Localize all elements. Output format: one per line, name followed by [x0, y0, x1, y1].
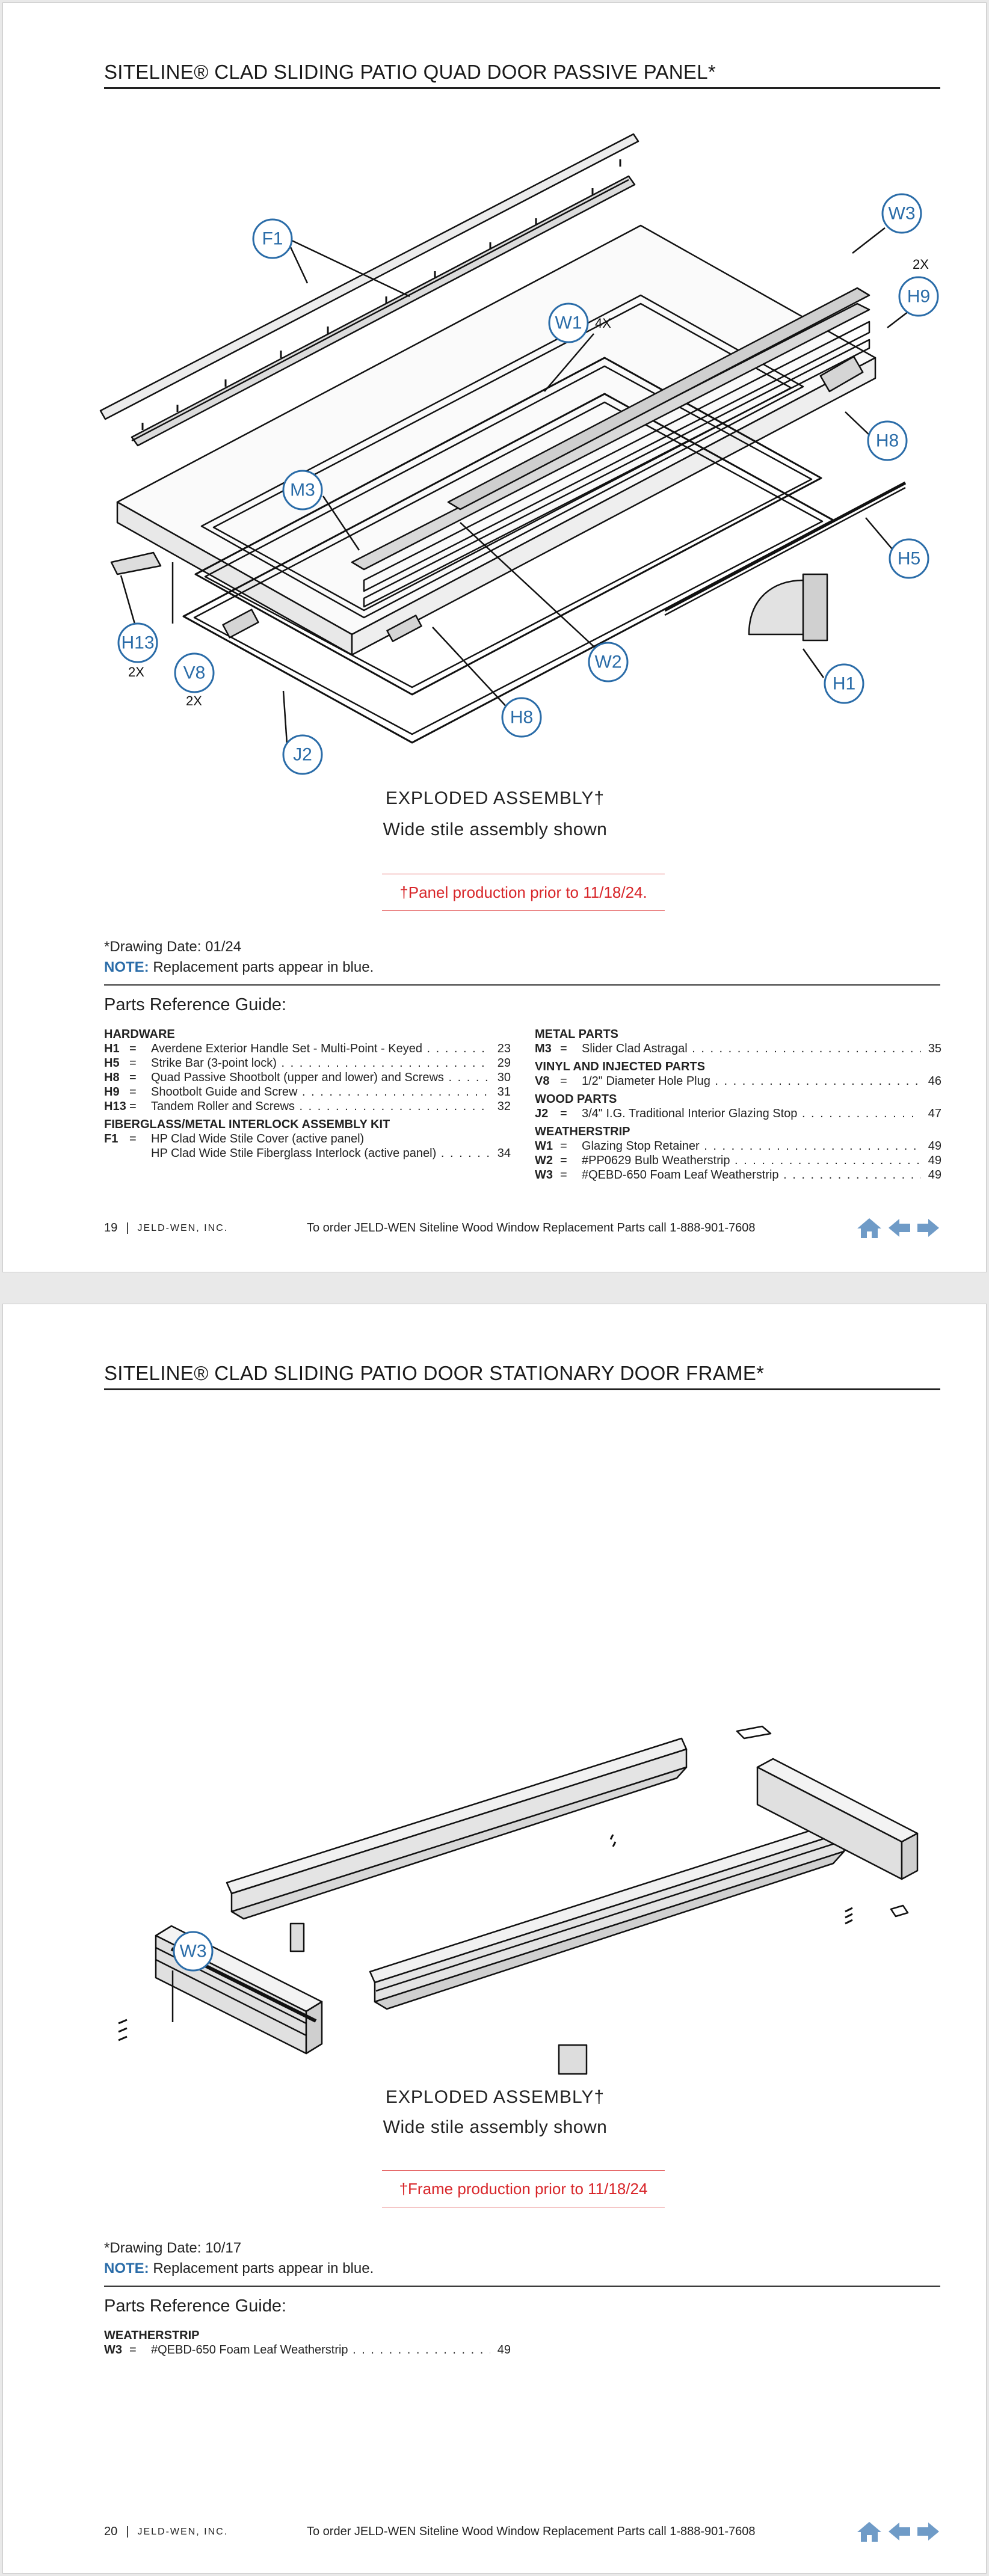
page-number: 20 [104, 2525, 118, 2538]
parts-guide-title: Parts Reference Guide: [104, 995, 287, 1014]
parts-row [104, 1071, 511, 1085]
parts-group-heading: FIBERGLASS/METAL INTERLOCK ASSEMBLY KIT [104, 1118, 390, 1131]
callout-h5 [890, 539, 928, 578]
callout-h13 [119, 624, 157, 662]
part-description: #QEBD-650 Foam Leaf Weatherstrip . . . [151, 2343, 490, 2357]
parts-row [535, 1154, 941, 1168]
drawing-date: *Drawing Date: 10/17 [104, 2240, 242, 2256]
part-description: #PP0629 Bulb Weatherstrip . . . [582, 1154, 921, 1168]
parts-row [104, 1042, 511, 1056]
part-page-number: 49 [497, 2343, 511, 2357]
parts-row [104, 1100, 511, 1114]
diagram-subcaption: Wide stile assembly shown [383, 2117, 608, 2137]
production-note: †Panel production prior to 11/18/24. [382, 874, 665, 911]
part-description: Glazing Stop Retainer . . . [582, 1139, 921, 1153]
section-rule [104, 2286, 940, 2287]
catalog-page-19 [2, 2, 987, 1272]
replacement-note [104, 959, 374, 976]
svg-text:H1: H1 [832, 673, 856, 694]
diagram-caption: EXPLODED ASSEMBLY† [385, 2087, 605, 2107]
equals-sign: = [560, 1107, 567, 1120]
part-page-number: 29 [497, 1056, 511, 1070]
part-code: J2 [535, 1107, 549, 1120]
equals-sign: = [560, 1075, 567, 1088]
page-title: SITELINE® CLAD SLIDING PATIO QUAD DOOR PASSIVE PANEL* [104, 61, 716, 83]
part-code: H8 [104, 1071, 120, 1084]
parts-list-left [104, 2325, 511, 2358]
section-rule [104, 984, 940, 986]
part-code: W1 [535, 1139, 553, 1153]
part-description: #QEBD-650 Foam Leaf Weatherstrip . . . [582, 1168, 921, 1182]
callout-w1 [549, 304, 588, 342]
svg-text:W3: W3 [179, 1941, 207, 1961]
arrow-left-icon[interactable] [887, 1216, 911, 1239]
part-description: Averdene Exterior Handle Set - Multi-Point - Keyed . . . [151, 1042, 490, 1056]
part-description: Shootbolt Guide and Screw . . . [151, 1085, 490, 1099]
note-label: NOTE: [104, 2260, 149, 2277]
equals-sign: = [129, 1056, 137, 1070]
part-code: W3 [535, 1168, 553, 1182]
svg-text:H5: H5 [897, 548, 921, 569]
part-code: V8 [535, 1075, 550, 1088]
equals-sign: = [129, 1071, 137, 1084]
note-text: Replacement parts appear in blue. [149, 2260, 374, 2277]
part-code: F1 [104, 1132, 119, 1145]
nav-buttons [856, 1216, 940, 1239]
parts-row [104, 1147, 511, 1161]
qty-h13: 2X [128, 664, 144, 679]
arrow-right-icon[interactable] [916, 1216, 940, 1239]
parts-row [535, 1107, 941, 1121]
part-page-number: 49 [928, 1154, 941, 1167]
drawing-date: *Drawing Date: 01/24 [104, 939, 242, 955]
home-icon[interactable] [856, 1216, 883, 1239]
equals-sign: = [129, 2343, 137, 2357]
callout-h8 [868, 422, 907, 460]
svg-text:H13: H13 [121, 633, 155, 653]
part-description: HP Clad Wide Stile Fiberglass Interlock (active panel) . . . [104, 1147, 490, 1161]
equals-sign: = [129, 1042, 137, 1055]
arrow-left-icon[interactable] [887, 2520, 911, 2543]
order-info: To order JELD-WEN Siteline Wood Window Replacement Parts call 1-888-901-7608 [307, 1221, 756, 1234]
diagram-subcaption: Wide stile assembly shown [383, 820, 608, 839]
svg-text:W1: W1 [555, 313, 582, 333]
equals-sign: = [560, 1042, 567, 1055]
parts-group-heading: METAL PARTS [535, 1028, 618, 1041]
page-footer [104, 2525, 756, 2539]
note-label: NOTE: [104, 959, 149, 975]
svg-text:W3: W3 [888, 203, 916, 224]
parts-list-right [535, 1024, 941, 1183]
part-description: Tandem Roller and Screws . . . [151, 1100, 490, 1114]
exploded-frame-diagram [3, 1406, 987, 2080]
callout-j2 [283, 735, 322, 774]
parts-group-heading: WEATHERSTRIP [104, 2329, 200, 2342]
part-description: 3/4" I.G. Traditional Interior Glazing Stop . . . [582, 1107, 921, 1121]
part-page-number: 49 [928, 1139, 941, 1153]
order-info: To order JELD-WEN Siteline Wood Window Replacement Parts call 1-888-901-7608 [307, 2525, 756, 2538]
part-code: H1 [104, 1042, 120, 1055]
qty-w1: 4X [595, 316, 611, 331]
part-code: W3 [104, 2343, 122, 2357]
equals-sign: = [129, 1100, 137, 1113]
part-description: Quad Passive Shootbolt (upper and lower) and Screws . . . [151, 1071, 490, 1085]
parts-row [535, 1042, 941, 1056]
callout-w3 [883, 194, 921, 233]
page-title: SITELINE® CLAD SLIDING PATIO DOOR STATIONARY DOOR FRAME* [104, 1362, 765, 1384]
parts-group-heading: VINYL AND INJECTED PARTS [535, 1060, 705, 1073]
parts-row [535, 1075, 941, 1089]
part-page-number: 46 [928, 1075, 941, 1088]
part-page-number: 32 [497, 1100, 511, 1113]
part-page-number: 23 [497, 1042, 511, 1055]
part-description: 1/2" Diameter Hole Plug . . . [582, 1075, 921, 1088]
parts-row [535, 1139, 941, 1154]
part-code: H9 [104, 1085, 120, 1099]
home-icon[interactable] [856, 2520, 883, 2543]
svg-text:W2: W2 [594, 652, 622, 672]
catalog-page-20 [2, 1304, 987, 2574]
callout-h8-lower [502, 698, 541, 737]
part-page-number: 34 [497, 1147, 511, 1160]
part-code: H13 [104, 1100, 126, 1113]
parts-group-heading: WEATHERSTRIP [535, 1125, 630, 1138]
parts-row [104, 2343, 511, 2358]
parts-row [104, 1085, 511, 1100]
page-number: 19 [104, 1221, 118, 1234]
callout-h9 [899, 277, 938, 316]
part-page-number: 31 [497, 1085, 511, 1099]
qty-h9: 2X [913, 257, 929, 272]
svg-text:V8: V8 [183, 663, 206, 683]
equals-sign: = [560, 1168, 567, 1182]
note-text: Replacement parts appear in blue. [149, 959, 374, 975]
tandem-roller [111, 553, 161, 574]
head-jamb [227, 1738, 686, 1894]
svg-text:F1: F1 [262, 228, 283, 249]
callout-v8 [175, 654, 214, 692]
part-code: H5 [104, 1056, 120, 1070]
company-name: JELD-WEN, INC. [137, 2526, 229, 2537]
diagram-caption: EXPLODED ASSEMBLY† [385, 788, 605, 808]
parts-group-heading: HARDWARE [104, 1028, 175, 1041]
parts-row [535, 1168, 941, 1183]
callout-w3 [174, 1932, 212, 1970]
part-page-number: 49 [928, 1168, 941, 1182]
part-description: Strike Bar (3-point lock) . . . [151, 1056, 490, 1070]
exploded-assembly-diagram [3, 105, 987, 785]
equals-sign: = [560, 1154, 567, 1167]
svg-text:M3: M3 [290, 480, 315, 500]
callout-h1 [825, 664, 863, 703]
parts-list-left [104, 1024, 511, 1161]
svg-text:H8: H8 [875, 431, 899, 451]
callout-m3 [283, 471, 322, 509]
callout-w2 [589, 643, 627, 681]
nav-buttons [856, 2520, 940, 2543]
equals-sign: = [560, 1139, 567, 1153]
arrow-right-icon[interactable] [916, 2520, 940, 2543]
parts-guide-title: Parts Reference Guide: [104, 2296, 287, 2316]
title-rule [104, 1388, 940, 1390]
part-code: M3 [535, 1042, 552, 1055]
equals-sign: = [129, 1132, 137, 1145]
part-page-number: 30 [497, 1071, 511, 1084]
replacement-note [104, 2260, 374, 2277]
parts-group-heading: WOOD PARTS [535, 1093, 617, 1106]
qty-v8: 2X [186, 693, 202, 708]
footer-separator: | [126, 2525, 129, 2538]
title-rule [104, 87, 940, 89]
part-page-number: 35 [928, 1042, 941, 1055]
part-page-number: 47 [928, 1107, 941, 1120]
production-note: †Frame production prior to 11/18/24 [382, 2170, 665, 2207]
part-code: W2 [535, 1154, 553, 1167]
parts-row [104, 1132, 511, 1147]
svg-text:J2: J2 [293, 744, 312, 765]
svg-text:H9: H9 [907, 286, 931, 307]
parts-row [104, 1056, 511, 1071]
svg-text:H8: H8 [510, 707, 534, 728]
callout-f1 [253, 219, 292, 258]
equals-sign: = [129, 1085, 137, 1099]
part-description: HP Clad Wide Stile Cover (active panel) [151, 1132, 365, 1145]
part-description: Slider Clad Astragal . . . [582, 1042, 921, 1056]
footer-separator: | [126, 1221, 129, 1234]
company-name: JELD-WEN, INC. [137, 1222, 229, 1233]
page-footer [104, 1221, 756, 1235]
